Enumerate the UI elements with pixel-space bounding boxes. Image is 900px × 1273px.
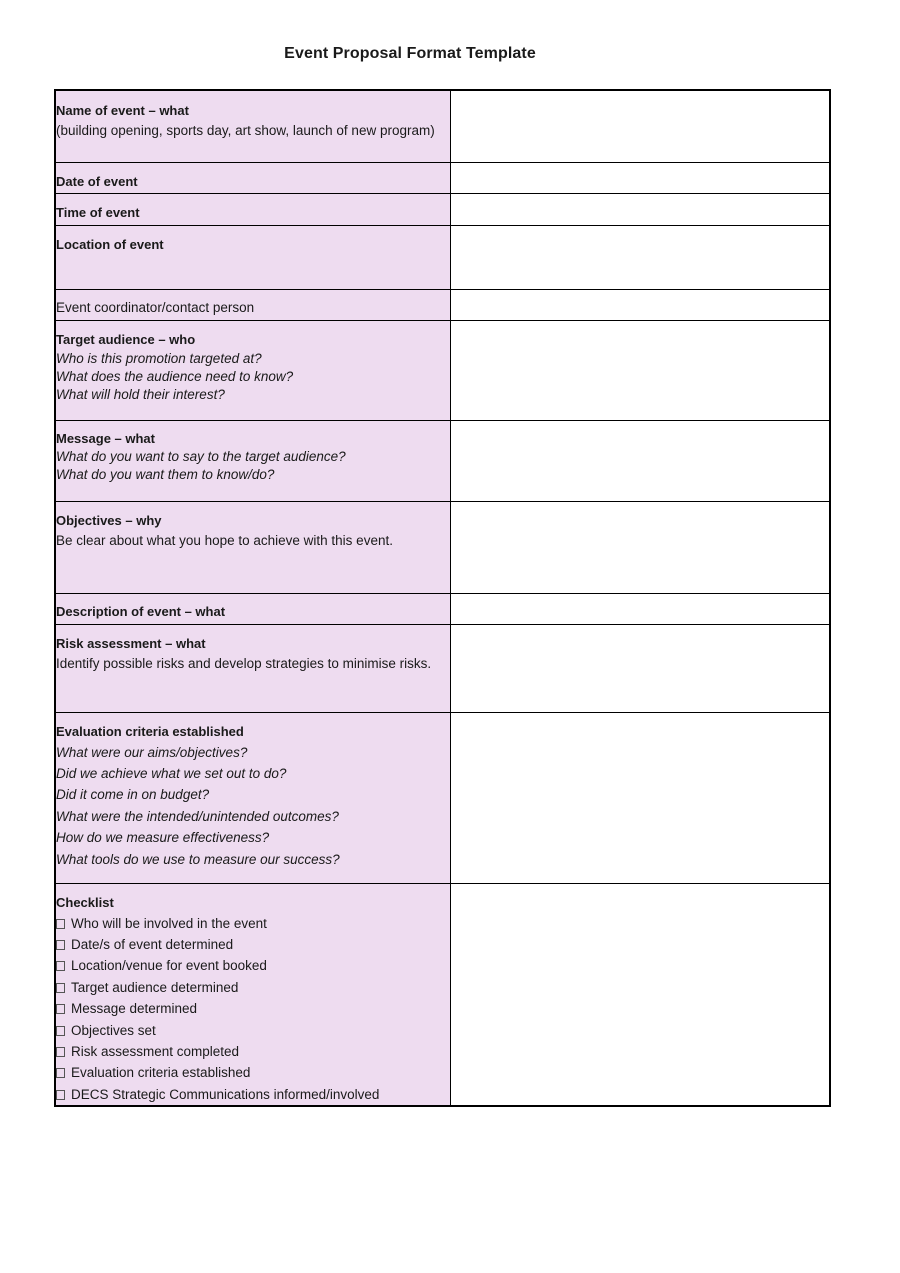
checklist-item <box>56 998 450 1019</box>
value-location-of-event[interactable] <box>450 225 830 289</box>
label-objectives <box>55 501 450 593</box>
date-of-event-title: Date of event <box>56 173 138 189</box>
label-risk-assessment <box>55 624 450 712</box>
row-message <box>55 420 830 501</box>
row-description-of-event <box>55 593 830 624</box>
checklist-item <box>56 913 450 934</box>
evaluation-question: How do we measure effectiveness? <box>56 830 270 846</box>
label-time-of-event <box>55 193 450 225</box>
location-of-event-title: Location of event <box>56 236 164 252</box>
risk-assessment-title: Risk assessment – what <box>56 635 206 651</box>
event-coordinator-text: Event coordinator/contact person <box>56 299 255 315</box>
checkbox-icon[interactable] <box>56 1004 65 1014</box>
label-evaluation-criteria <box>55 712 450 883</box>
checklist-item <box>56 934 450 955</box>
value-message[interactable] <box>450 420 830 501</box>
row-name-of-event <box>55 90 830 162</box>
checkbox-icon[interactable] <box>56 1090 65 1100</box>
event-proposal-form <box>54 89 831 1107</box>
checklist-item-label: Target audience determined <box>71 979 239 995</box>
description-of-event-title: Description of event – what <box>56 603 226 619</box>
value-name-of-event[interactable] <box>450 90 830 162</box>
checklist-item-label: Location/venue for event booked <box>71 958 267 974</box>
objectives-title: Objectives – why <box>56 512 162 528</box>
page-title: Event Proposal Format Template <box>284 45 536 62</box>
value-target-audience[interactable] <box>450 320 830 420</box>
checklist-item <box>56 1020 450 1041</box>
checklist-title: Checklist <box>56 894 114 910</box>
checklist-item <box>56 955 450 976</box>
checkbox-icon[interactable] <box>56 919 65 929</box>
checklist-item <box>56 1041 450 1062</box>
target-audience-question: What does the audience need to know? <box>56 368 294 384</box>
row-target-audience <box>55 320 830 420</box>
label-target-audience <box>55 320 450 420</box>
checklist-item-label: Evaluation criteria established <box>71 1065 251 1081</box>
value-evaluation-criteria[interactable] <box>450 712 830 883</box>
checklist-item-label: Objectives set <box>71 1022 156 1038</box>
checkbox-icon[interactable] <box>56 1068 65 1078</box>
value-checklist[interactable] <box>450 883 830 1106</box>
target-audience-title: Target audience – who <box>56 331 196 347</box>
row-date-of-event <box>55 162 830 193</box>
objectives-desc: Be clear about what you hope to achieve with this event. <box>56 532 393 548</box>
checkbox-icon[interactable] <box>56 961 65 971</box>
value-time-of-event[interactable] <box>450 193 830 225</box>
checklist-item <box>56 1084 450 1105</box>
checklist-item-label: Risk assessment completed <box>71 1043 240 1059</box>
value-objectives[interactable] <box>450 501 830 593</box>
row-objectives <box>55 501 830 593</box>
checklist-item <box>56 1062 450 1083</box>
row-time-of-event <box>55 193 830 225</box>
checklist-item-label: Who will be involved in the event <box>71 915 267 931</box>
message-question: What do you want them to know/do? <box>56 466 275 482</box>
checklist-item-label: Date/s of event determined <box>71 936 234 952</box>
message-title: Message – what <box>56 430 155 446</box>
evaluation-criteria-title: Evaluation criteria established <box>56 723 244 739</box>
value-description-of-event[interactable] <box>450 593 830 624</box>
evaluation-question: What were the intended/unintended outcomes? <box>56 808 339 824</box>
message-question: What do you want to say to the target audience? <box>56 448 346 464</box>
value-event-coordinator[interactable] <box>450 289 830 320</box>
value-risk-assessment[interactable] <box>450 624 830 712</box>
row-location-of-event <box>55 225 830 289</box>
name-of-event-title: Name of event – what <box>56 103 189 118</box>
row-evaluation-criteria <box>55 712 830 883</box>
label-description-of-event <box>55 593 450 624</box>
checkbox-icon[interactable] <box>56 1026 65 1036</box>
label-message <box>55 420 450 501</box>
row-risk-assessment <box>55 624 830 712</box>
label-date-of-event <box>55 162 450 193</box>
label-event-coordinator <box>55 289 450 320</box>
checklist-item-label: DECS Strategic Communications informed/involved <box>71 1086 380 1102</box>
time-of-event-title: Time of event <box>56 204 140 220</box>
label-name-of-event <box>55 90 450 162</box>
row-checklist <box>55 883 830 1106</box>
label-checklist <box>55 883 450 1106</box>
target-audience-question: Who is this promotion targeted at? <box>56 350 262 366</box>
row-event-coordinator <box>55 289 830 320</box>
evaluation-question: What tools do we use to measure our success? <box>56 851 340 867</box>
checklist-item <box>56 977 450 998</box>
checkbox-icon[interactable] <box>56 940 65 950</box>
evaluation-question: Did we achieve what we set out to do? <box>56 765 287 781</box>
checklist-item-label: Message determined <box>71 1001 198 1017</box>
value-date-of-event[interactable] <box>450 162 830 193</box>
checkbox-icon[interactable] <box>56 1047 65 1057</box>
label-location-of-event <box>55 225 450 289</box>
evaluation-question: Did it come in on budget? <box>56 787 210 803</box>
checkbox-icon[interactable] <box>56 983 65 993</box>
name-of-event-desc: (building opening, sports day, art show, launch of new program) <box>56 123 435 138</box>
risk-assessment-desc: Identify possible risks and develop strategies to minimise risks. <box>56 655 432 671</box>
evaluation-question: What were our aims/objectives? <box>56 744 248 760</box>
target-audience-question: What will hold their interest? <box>56 386 225 402</box>
